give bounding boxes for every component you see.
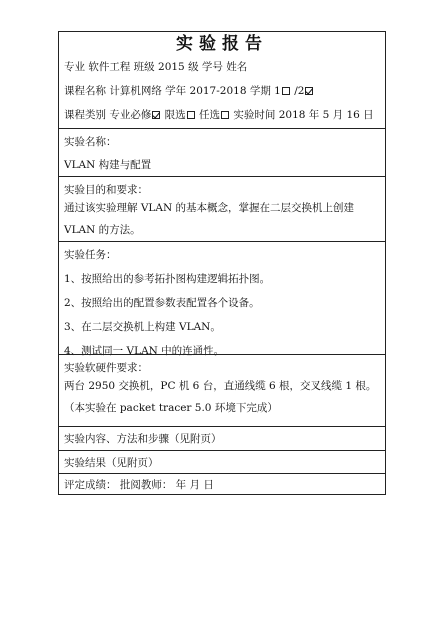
grade-label: 评定成绩： 批阅教师： 年 月 日 — [64, 479, 214, 491]
category-required-text: 课程类别 专业必修 — [64, 109, 152, 121]
task-item: 3、在二层交换机上构建 VLAN。 — [64, 321, 221, 333]
category-elective-text: 任选 — [195, 109, 221, 121]
task-item: 4、测试同一 VLAN 中的连通性。 — [64, 345, 225, 357]
header-line-category — [64, 108, 374, 122]
semester-1-checkbox[interactable] — [282, 87, 290, 95]
elective-checkbox[interactable] — [221, 111, 229, 119]
experiment-name-label: 实验名称： — [64, 136, 117, 148]
purpose-label: 实验目的和要求： — [64, 184, 148, 196]
semester-2-text: /2 — [290, 85, 305, 97]
header-line-course — [64, 84, 314, 98]
limited-checkbox[interactable] — [187, 111, 195, 119]
task-item: 1、按照给出的参考拓扑图构建逻辑拓扑图。 — [64, 273, 271, 285]
hardware-text: 两台 2950 交换机，PC 机 6 台，直通线缆 6 根，交叉线缆 1 根。（本实验在 packet tracer 5.0 环境下完成） — [64, 380, 377, 414]
result-label: 实验结果（见附页） — [64, 457, 159, 469]
experiment-date-text: 实验时间 2018 年 5 月 16 日 — [230, 109, 374, 121]
category-limited-text: 限选 — [161, 109, 186, 121]
report-table — [58, 31, 386, 495]
hardware-label: 实验软硬件要求： — [64, 362, 148, 374]
section-content — [59, 426, 385, 450]
experiment-name-value: VLAN 构建与配置 — [64, 159, 152, 171]
purpose-text: 通过该实验理解 VLAN 的基本概念，掌握在二层交换机上创建 VLAN 的方法。 — [64, 202, 354, 236]
semester-2-checkbox[interactable] — [305, 87, 313, 95]
section-hardware — [59, 354, 385, 428]
required-checkbox[interactable] — [152, 111, 160, 119]
header-line-major: 专业 软件工程 班级 2015 级 学号 姓名 — [64, 61, 248, 73]
page-title: 实验报告 — [176, 34, 268, 54]
tasks-label: 实验任务： — [64, 249, 117, 261]
task-item: 2、按照给出的配置参数表配置各个设备。 — [64, 297, 260, 309]
section-result — [59, 450, 385, 474]
section-purpose — [59, 176, 385, 246]
course-info-text: 课程名称 计算机网络 学年 2017-2018 学期 1 — [64, 85, 281, 97]
section-grade — [59, 473, 385, 495]
content-label: 实验内容、方法和步骤（见附页） — [64, 433, 222, 445]
